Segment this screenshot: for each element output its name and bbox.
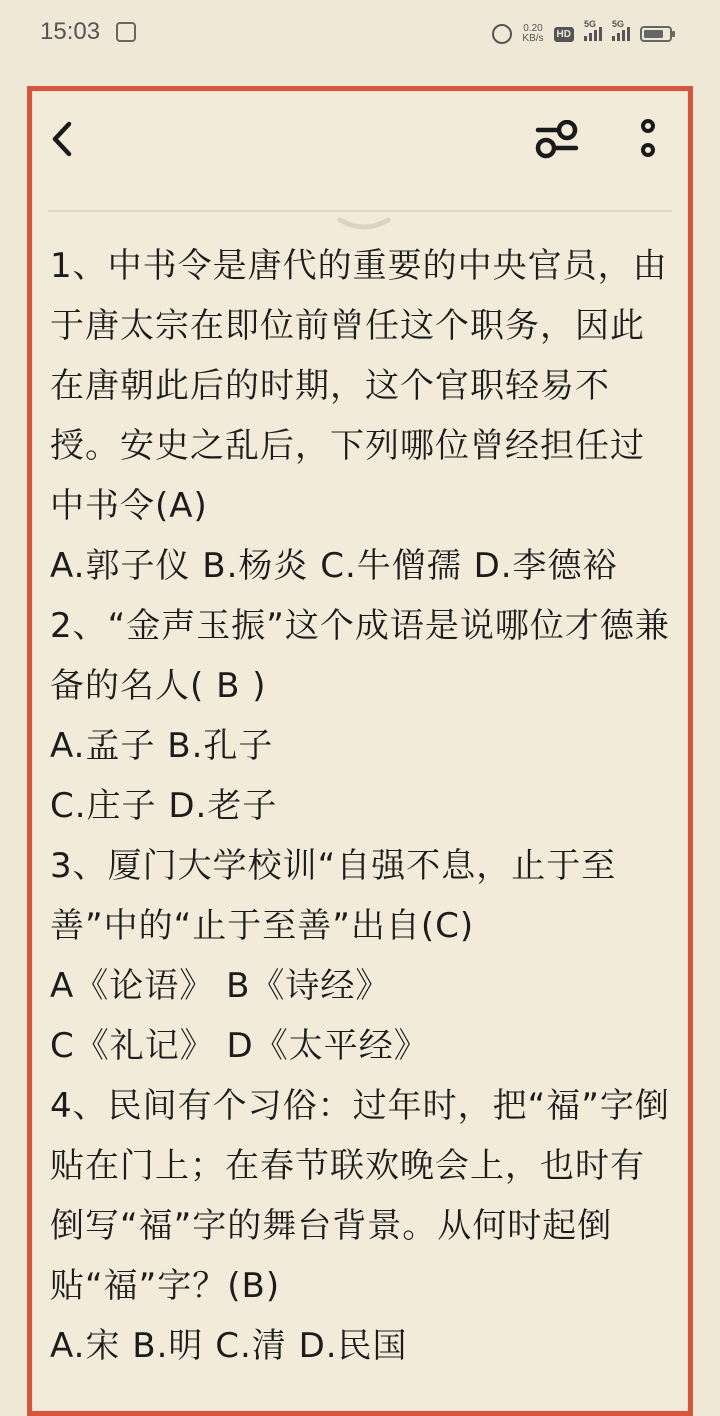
question-3-text: 3、厦门大学校训“自强不息，止于至善”中的“止于至善”出自(C)	[50, 846, 617, 946]
question-4-text: 4、民间有个习俗：过年时，把“福”字倒贴在门上；在春节联欢晚会上，也时有倒写“福”字的舞台背景。从何时起倒贴“福”字？(B)	[50, 1086, 670, 1306]
signal-1-icon	[584, 19, 602, 41]
signal-2-icon	[612, 19, 630, 41]
network-speed-unit: KB/s	[522, 33, 544, 44]
alarm-icon	[492, 24, 512, 44]
sliders-icon	[534, 120, 580, 160]
battery-fill	[644, 30, 663, 38]
more-options-button[interactable]	[635, 118, 661, 160]
status-time: 15:03	[40, 18, 101, 45]
network-speed	[522, 24, 543, 44]
battery-icon	[640, 26, 672, 42]
question-1-text: 1、中书令是唐代的重要的中央官员，由于唐太宗在即位前曾任这个职务，因此在唐朝此后的时期，这个官职轻易不授。安史之乱后，下列哪位曾经担任过中书令(A)	[50, 246, 668, 526]
question-2-text: 2、“金声玉振”这个成语是说哪位才德兼备的名人( B )	[50, 606, 670, 706]
hd-badge: HD	[554, 27, 574, 42]
question-2-options-row-1: A.孟子 B.孔子	[50, 726, 274, 766]
chevron-left-icon	[47, 118, 81, 160]
toolbar-divider	[48, 210, 672, 212]
chevron-down-icon	[336, 216, 392, 234]
question-1-options: A.郭子仪 B.杨炎 C.牛僧孺 D.李德裕	[50, 546, 618, 586]
collapse-handle[interactable]	[336, 216, 392, 234]
status-bar	[0, 0, 720, 68]
network-speed-value: 0.20	[523, 23, 543, 34]
question-3-options-row-2: C《礼记》 D《太平经》	[50, 1026, 429, 1066]
signal-1-label: 5G	[584, 19, 597, 29]
filter-button[interactable]	[534, 120, 580, 160]
signal-2-label: 5G	[612, 19, 625, 29]
article-content	[50, 236, 672, 1376]
question-3-options-row-1: A《论语》 B《诗经》	[50, 966, 391, 1006]
more-vertical-icon	[635, 118, 661, 160]
question-4-options: A.宋 B.明 C.清 D.民国	[50, 1326, 408, 1366]
status-indicators	[492, 20, 672, 48]
back-button[interactable]	[47, 118, 81, 160]
question-2-options-row-2: C.庄子 D.老子	[50, 786, 278, 826]
app-notification-icon	[116, 22, 136, 42]
